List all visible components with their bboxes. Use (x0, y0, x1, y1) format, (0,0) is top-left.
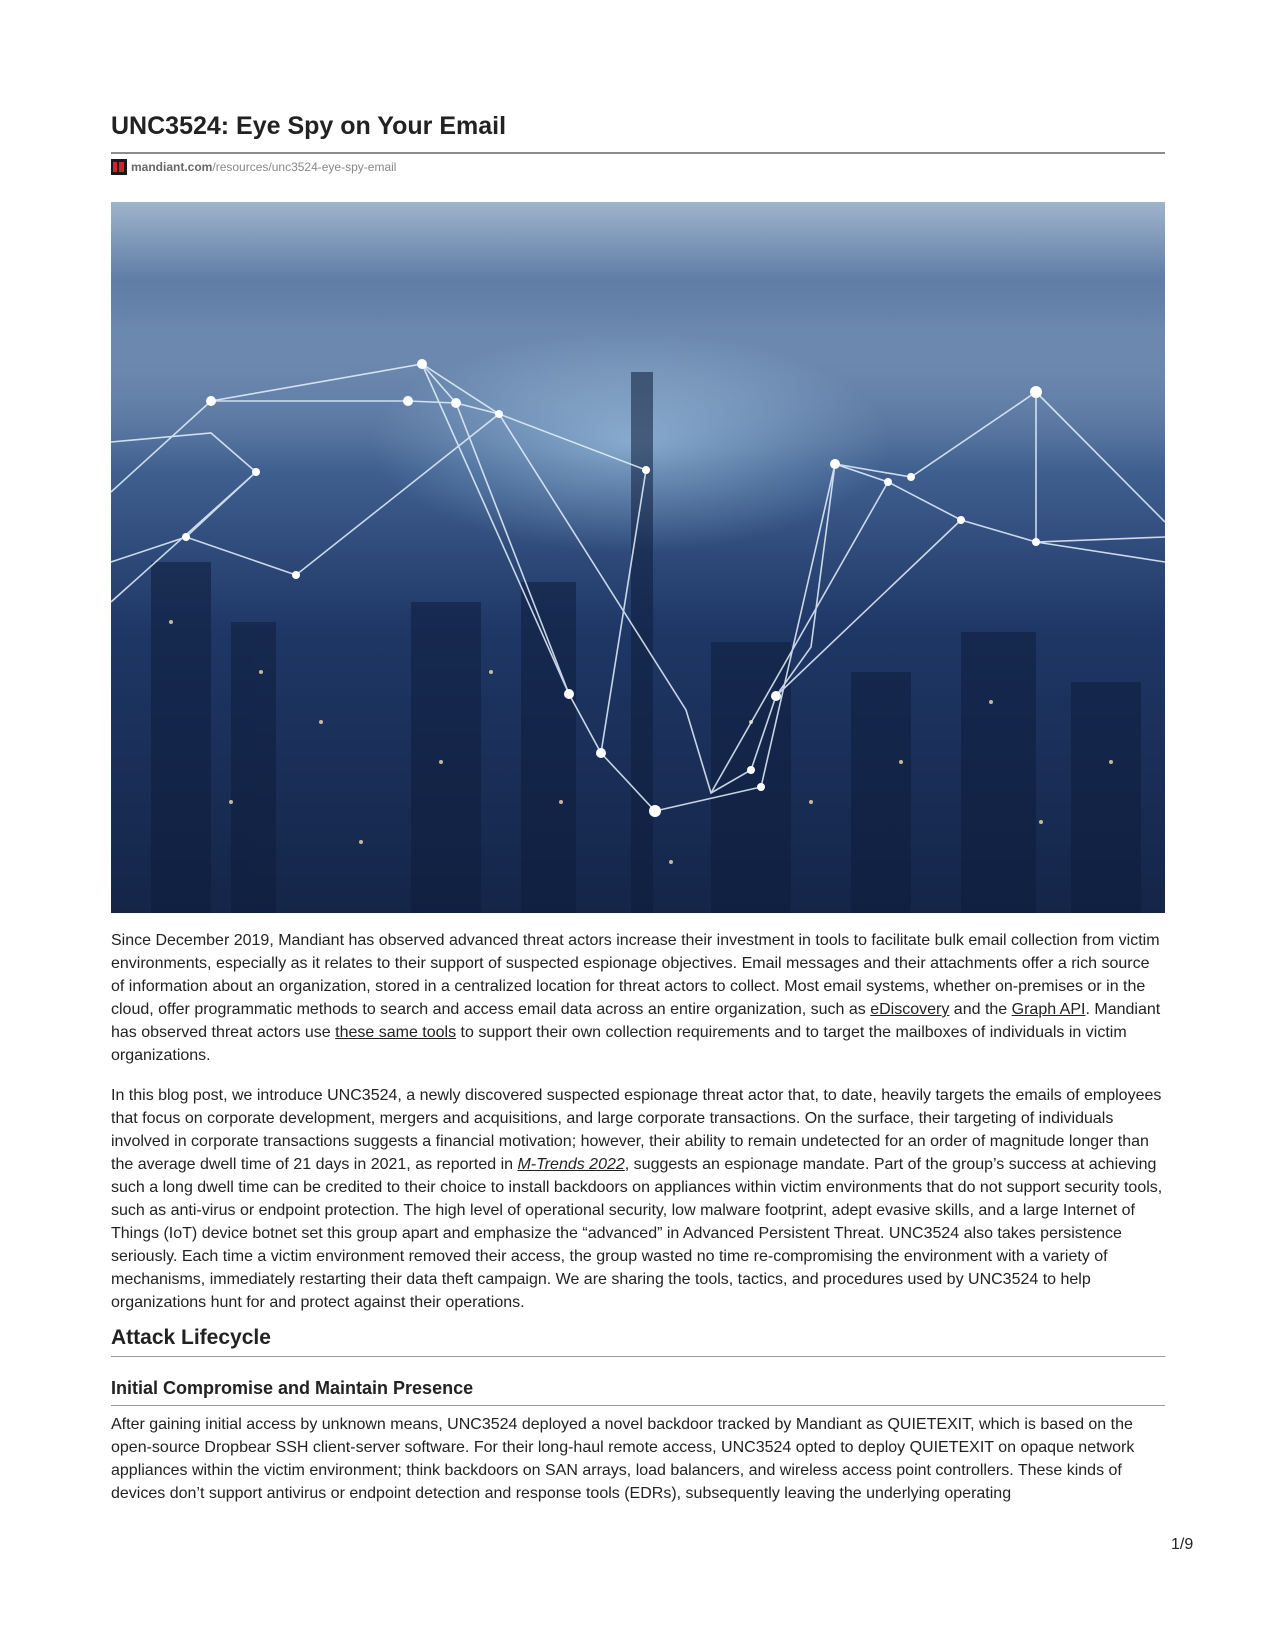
hero-image (111, 202, 1165, 913)
mandiant-logo-icon (111, 159, 127, 175)
unc3524-text-2: , suggests an espionage mandate. Part of the group’s success at achieving such a long dwell time can be credited to their choice to install backdoors on appliances within victim environments that do not support security tools, such as anti-virus or endpoint protection. The high level of operational security, low malware footprint, adept evasive skills, and a large Internet of Things (IoT) device botnet set this group apart and emphasize the “advanced” in Advanced Persistent Threat. UNC3524 also takes persistence seriously. Each time a victim environment removed their access, the group wasted no time re-compromising the environment with a variety of mechanisms, immediately restarting their data theft campaign. We are sharing the tools, tactics, and procedures used by UNC3524 to help organizations hunt for and protect against their operations. (111, 1156, 1163, 1311)
section-divider (111, 1356, 1165, 1357)
title-divider (111, 152, 1165, 154)
intro-paragraph (111, 929, 1165, 1067)
source-link[interactable] (111, 158, 396, 176)
ediscovery-link[interactable]: eDiscovery (870, 1001, 950, 1018)
intro-text-3: . Mandiant has observed threat actors use (111, 1001, 1161, 1041)
these-same-tools-link[interactable]: these same tools (335, 1024, 457, 1041)
intro-text-2: and the (949, 1001, 1012, 1018)
source-domain: mandiant.com (131, 160, 213, 174)
intro-text-1: Since December 2019, Mandiant has observed advanced threat actors increase their investment in tools to facilitate bulk email collection from victim environments, especially as it relates to their support of suspected espionage objectives. Email messages and their attachments offer a rich source of information about an organization, stored in a centralized location for threat actors to collect. Most email systems, whether on-premises or in the cloud, offer programmatic methods to search and access email data across an entire organization, such as (111, 932, 1160, 1018)
attack-lifecycle-heading: Attack Lifecycle (111, 1326, 271, 1349)
subsection-divider (111, 1405, 1165, 1406)
graph-api-link[interactable]: Graph API (1011, 1001, 1086, 1018)
unc3524-text-1: In this blog post, we introduce UNC3524, a newly discovered suspected espionage threat actor that, to date, heavily targets the emails of employees that focus on corporate development, mergers and acquisitions, and large corporate transactions. On the surface, their targeting of individuals involved in corporate transactions suggests a financial motivation; however, their ability to remain undetected for an order of magnitude longer than the average dwell time of 21 days in 2021, as reported in (111, 1087, 1162, 1173)
m-trends-link[interactable]: M-Trends 2022 (517, 1156, 625, 1173)
article-title: UNC3524: Eye Spy on Your Email (111, 112, 507, 140)
city-network-photo-icon (111, 202, 1165, 913)
page-number: 1/9 (1171, 1536, 1194, 1553)
intro-text-4: to support their own collection requirements and to target the mailboxes of individuals in victim organizations. (111, 1024, 1127, 1064)
initial-compromise-heading: Initial Compromise and Maintain Presence (111, 1378, 474, 1398)
unc3524-paragraph (111, 1084, 1165, 1314)
source-path: /resources/unc3524-eye-spy-email (212, 160, 397, 174)
initial-compromise-paragraph: After gaining initial access by unknown means, UNC3524 deployed a novel backdoor tracked by Mandiant as QUIETEXIT, which is based on the open-source Dropbear SSH client-server software. For their long-haul remote access, UNC3524 opted to deploy QUIETEXIT on opaque network appliances within the victim environment; think backdoors on SAN arrays, load balancers, and wireless access point controllers. These kinds of devices don’t support antivirus or endpoint detection and response tools (EDRs), subsequently leaving the underlying operating (111, 1416, 1135, 1502)
